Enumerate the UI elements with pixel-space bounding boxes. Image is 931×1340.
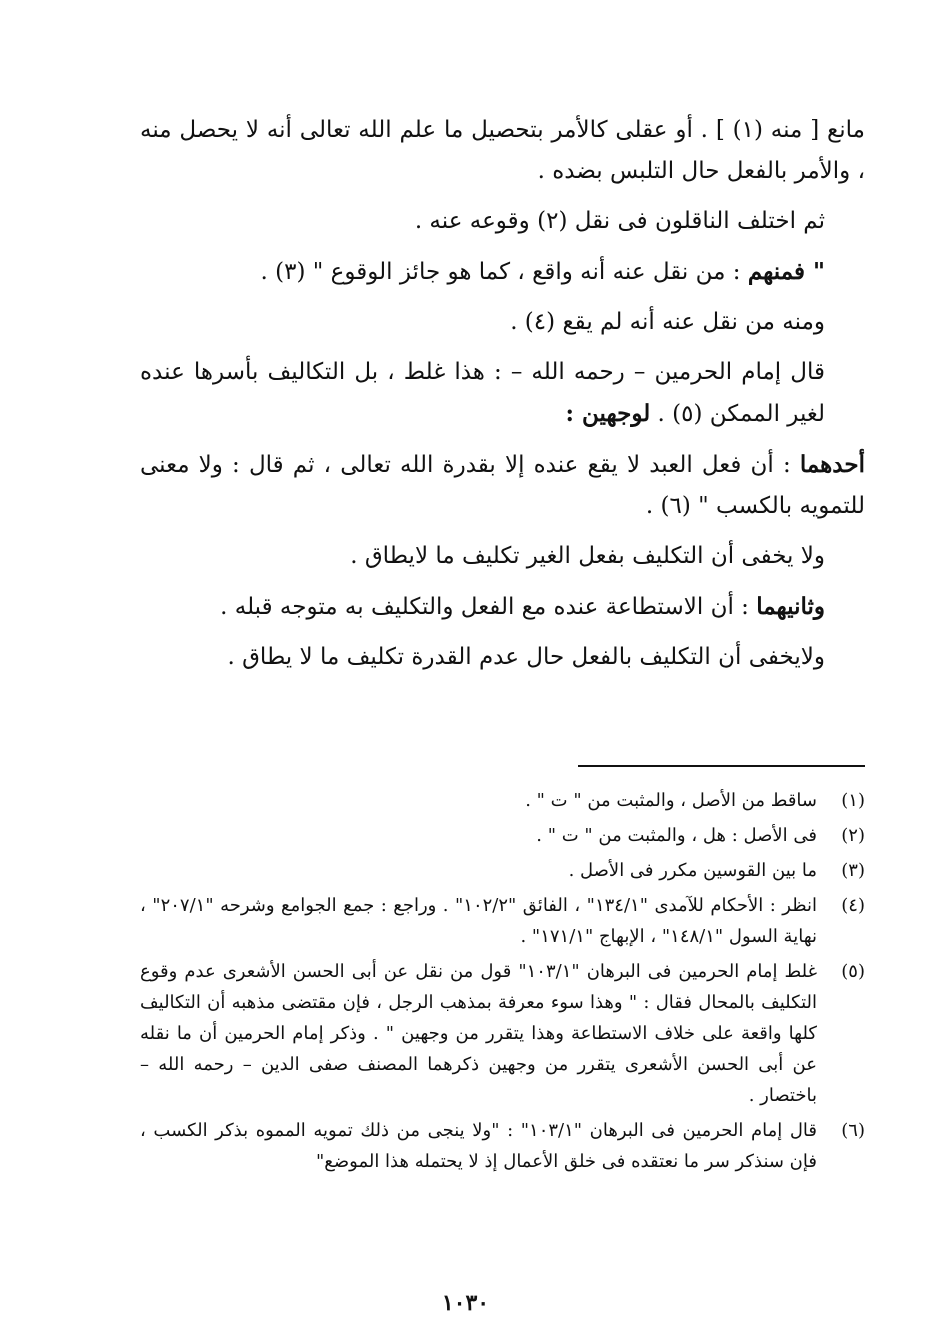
footnote-number: (١) [841,790,865,811]
paragraph-6-lead: أحدهما [799,451,865,478]
paragraph-9: ولايخفى أن التكليف بالفعل حال عدم القدرة تكليف ما لا يطاق . [227,644,825,670]
footnote-item [140,855,865,886]
footnote-text: فى الأصل : هل ، والمثبت من " ت " . [536,825,817,846]
paragraph-8 [140,586,865,628]
footnote-item [140,1115,865,1177]
main-text [140,110,865,687]
footnote-text: ما بين القوسين مكرر فى الأصل . [568,860,817,881]
paragraph-7: ولا يخفى أن التكليف بفعل الغير تكليف ما لايطاق . [350,543,825,569]
footnote-number: (٣) [841,860,865,881]
footnote-item [140,785,865,816]
page-number: ١٠٣٠ [441,1290,490,1316]
footnote-number: (٢) [841,825,865,846]
footnote-separator [578,765,865,767]
footnote-text: انظر : الأحكام للآمدى "١٣٤/١" ، الفائق "١٠٢/٢" . وراجع : جمع الجوامع وشرحه "٢٠٧/١" ، نهاية السول "١٤٨/١" ، الإبهاج "١٧١/١" . [140,895,817,947]
footnotes [140,785,865,1181]
footnote-text: قال إمام الحرمين فى البرهان "١٠٣/١" : "ولا ينجى من ذلك تمويه المموه بذكر الكسب ، فإن سنذكر سر ما نعتقده فى خلق الأعمال إذ لا يحتمله هذا الموضع" [140,1120,817,1172]
paragraph-8-text: : أن الاستطاعة عنده مع الفعل والتكليف به متوجه قبله . [220,594,757,620]
footnote-number: (٥) [841,961,865,982]
paragraph-3 [140,251,865,293]
paragraph-3-lead: " فمنهم [747,258,825,285]
paragraph-5 [140,352,865,435]
footnote-text: غلط إمام الحرمين فى البرهان "١٠٣/١" قول من نقل عن أبى الحسن الأشعرى عدم وقوع التكليف بالمحال فقال : " وهذا سوء معرفة بمذهب الرجل ، فإن مقتضى مذهبه أن التكاليف كلها واقعة على خلاف الاستطاعة وهذا يتقرر من وجهين " . وذكر إمام الحرمين أن ما نقله عن أبى الحسن الأشعرى يتقرر من وجهين ذكرهما المصنف صفى الدين – رحمه الله – باختصار . [140,961,817,1106]
paragraph-3-text: : من نقل عنه أنه واقع ، كما هو جائز الوقوع " (٣) . [260,259,748,285]
paragraph-1: مانع [ منه (١) ] . أو عقلى كالأمر بتحصيل ما علم الله تعالى أنه لا يحصل منه ، والأمر بالفعل حال التلبس بضده . [140,117,865,184]
footnote-item [140,820,865,851]
footnote-item [140,890,865,952]
paragraph-6 [140,444,865,527]
footnote-text: ساقط من الأصل ، والمثبت من " ت " . [525,790,817,811]
paragraph-5-text: قال إمام الحرمين – رحمه الله – : هذا غلط ، بل التكاليف بأسرها عنده لغير الممكن (٥) . [140,359,825,427]
paragraph-8-lead: وثانيهما [756,593,825,620]
footnote-item [140,956,865,1111]
paragraph-6-text: : أن فعل العبد لا يقع عنده إلا بقدرة الله تعالى ، ثم قال : ولا معنى للتمويه بالكسب " (٦) . [140,452,865,519]
footnote-number: (٤) [841,895,865,916]
paragraph-4: ومنه من نقل عنه أنه لم يقع (٤) . [510,309,825,335]
paragraph-5-lead: لوجهين : [565,400,651,427]
paragraph-2: ثم اختلف الناقلون فى نقل (٢) وقوعه عنه . [414,208,825,234]
footnote-number: (٦) [841,1120,865,1141]
